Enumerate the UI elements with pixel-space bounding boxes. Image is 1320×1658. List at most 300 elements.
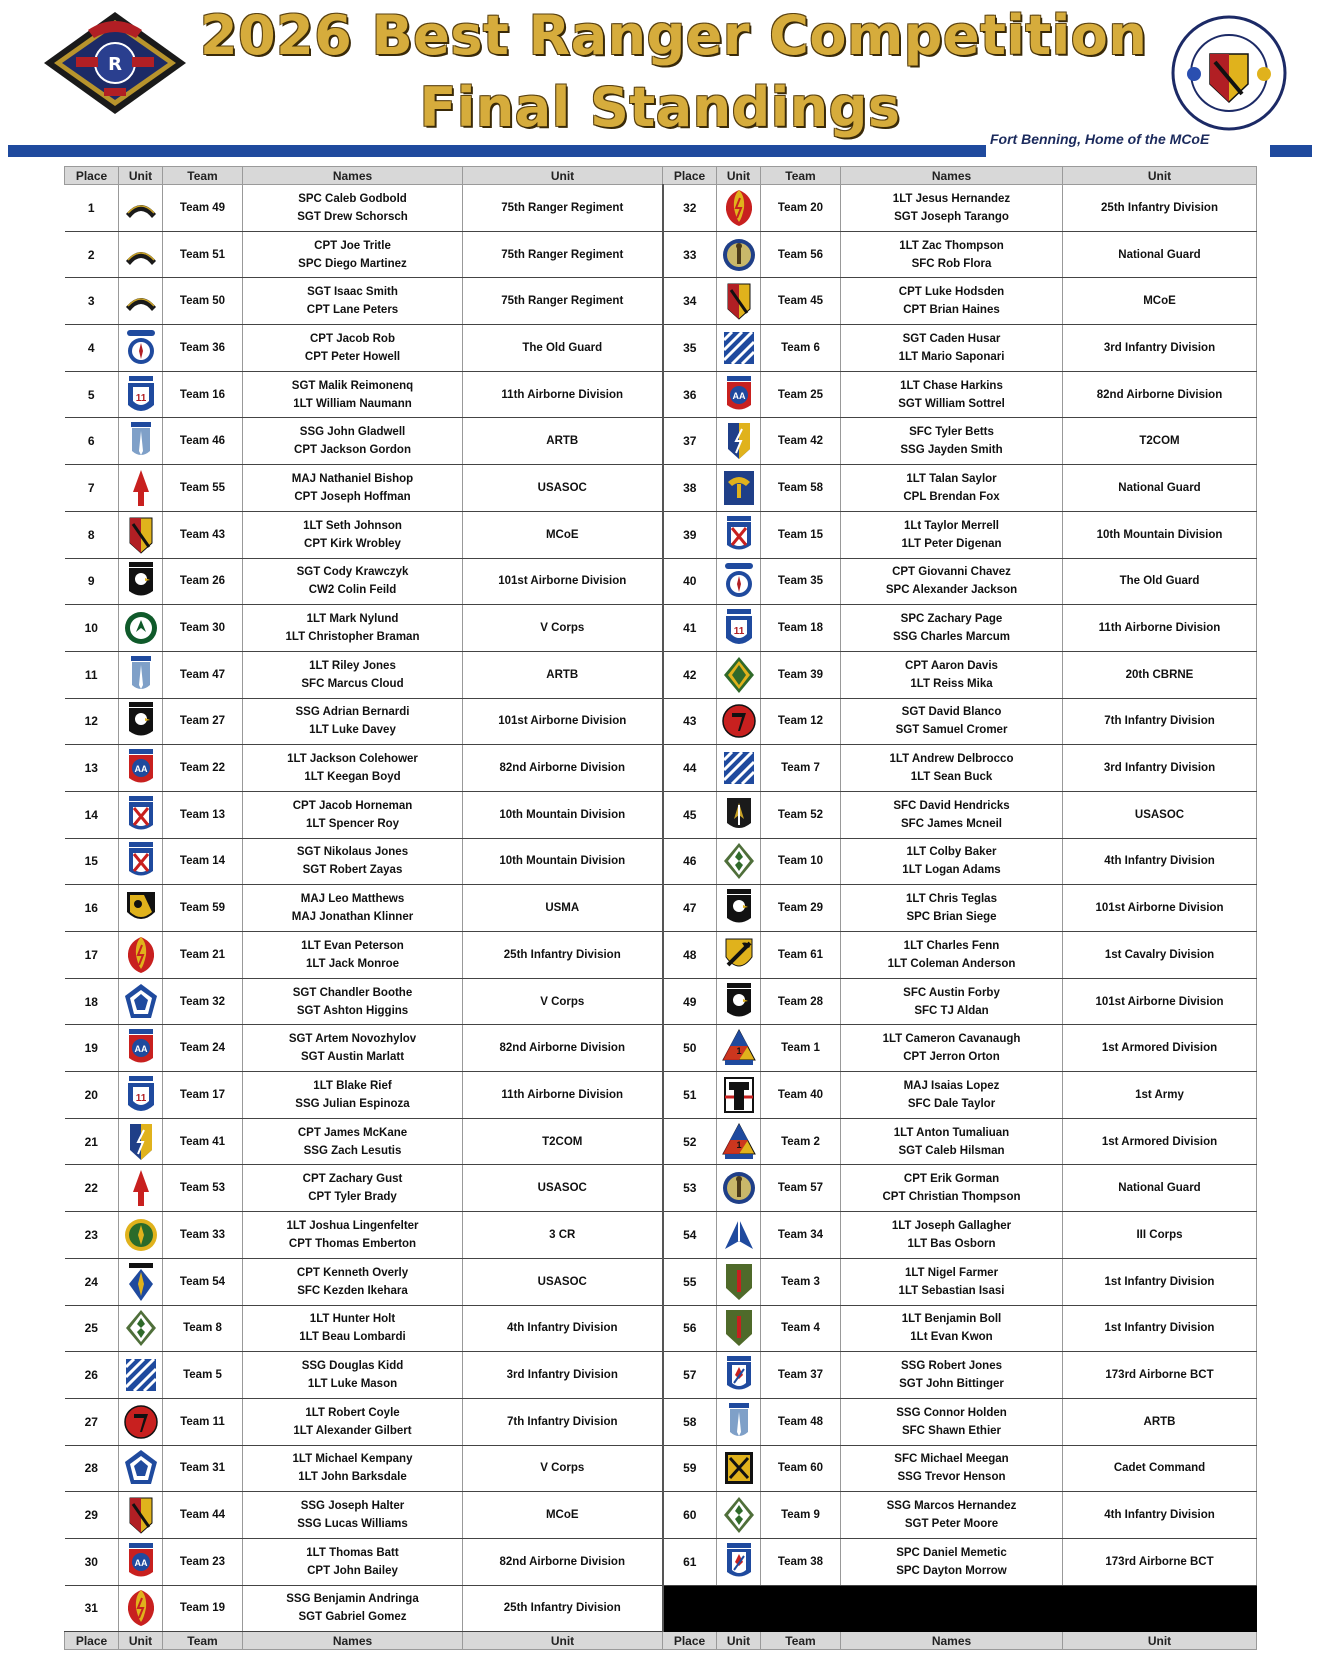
names-cell bbox=[243, 1212, 463, 1259]
place-cell: 37 bbox=[663, 418, 717, 465]
competitor-name: SFC Shawn Ethier bbox=[901, 1424, 1002, 1437]
competitor-name: 1LT Logan Adams bbox=[902, 864, 1001, 877]
team-cell: Team 28 bbox=[761, 978, 841, 1025]
place-cell: 54 bbox=[663, 1212, 717, 1259]
team-cell: Team 37 bbox=[761, 1352, 841, 1399]
table-row bbox=[65, 651, 1257, 698]
unit-patch-cell bbox=[119, 1352, 163, 1399]
mcoe-patch-icon bbox=[717, 281, 760, 321]
unit-patch-cell bbox=[119, 1165, 163, 1212]
unit-patch-cell bbox=[717, 1165, 761, 1212]
team-cell: Team 7 bbox=[761, 745, 841, 792]
competitor-name: SGT Malik Reimonenq bbox=[291, 379, 414, 392]
competitor-name: SFC Kezden Ikehara bbox=[297, 1284, 408, 1297]
place-cell: 43 bbox=[663, 698, 717, 745]
competitor-name: MAJ Isaias Lopez bbox=[903, 1079, 1000, 1092]
competitor-name: SGT Peter Moore bbox=[904, 1518, 999, 1531]
competitor-name: 1LT Mario Saponari bbox=[898, 350, 1005, 363]
unit-patch-cell bbox=[119, 1025, 163, 1072]
unit-name-cell: 3rd Infantry Division bbox=[1063, 325, 1257, 372]
unit-patch-cell bbox=[717, 231, 761, 278]
place-cell: 30 bbox=[65, 1538, 119, 1585]
team-cell: Team 12 bbox=[761, 698, 841, 745]
place-cell: 55 bbox=[663, 1258, 717, 1305]
names-cell bbox=[841, 1118, 1063, 1165]
competitor-name: SGT Drew Schorsch bbox=[297, 210, 408, 223]
names-cell bbox=[841, 558, 1063, 605]
team-cell: Team 56 bbox=[761, 231, 841, 278]
names-cell bbox=[243, 1492, 463, 1539]
unit-name-cell: 101st Airborne Division bbox=[463, 558, 663, 605]
competitor-name: 1LT Colby Baker bbox=[906, 846, 997, 859]
place-cell: 12 bbox=[65, 698, 119, 745]
team-cell: Team 54 bbox=[163, 1258, 243, 1305]
t2com-patch-icon bbox=[717, 421, 760, 461]
team-cell: Team 53 bbox=[163, 1165, 243, 1212]
names-cell bbox=[841, 511, 1063, 558]
standings-table bbox=[64, 166, 1257, 1650]
ranger-tab-icon bbox=[119, 188, 162, 228]
place-cell: 41 bbox=[663, 605, 717, 652]
place-cell: 58 bbox=[663, 1398, 717, 1445]
unit-name-cell: MCoE bbox=[463, 1492, 663, 1539]
place-cell: 26 bbox=[65, 1352, 119, 1399]
unit-name-cell: 101st Airborne Division bbox=[1063, 978, 1257, 1025]
place-cell: 35 bbox=[663, 325, 717, 372]
competitor-name: 1LT Spencer Roy bbox=[305, 817, 400, 830]
unit-name-cell: MCoE bbox=[463, 511, 663, 558]
team-cell: Team 16 bbox=[163, 371, 243, 418]
unit-name-cell: USMA bbox=[463, 885, 663, 932]
col-footer-names: Names bbox=[243, 1632, 463, 1650]
competitor-name: SSG Benjamin Andringa bbox=[286, 1593, 419, 1606]
title-line-1: 2026 Best Ranger Competition bbox=[200, 4, 1148, 67]
svg-text:1: 1 bbox=[735, 1046, 742, 1057]
col-footer-unit-icon: Unit bbox=[119, 1632, 163, 1650]
place-cell: 4 bbox=[65, 325, 119, 372]
competitor-name: CPT Lane Peters bbox=[306, 304, 399, 317]
names-cell bbox=[841, 231, 1063, 278]
unit-patch-cell bbox=[119, 1398, 163, 1445]
team-cell: Team 13 bbox=[163, 791, 243, 838]
names-cell bbox=[841, 1352, 1063, 1399]
unit-patch-cell bbox=[717, 1538, 761, 1585]
unit-name-cell: 1st Cavalry Division bbox=[1063, 932, 1257, 979]
unit-patch-cell bbox=[717, 885, 761, 932]
place-cell: 40 bbox=[663, 558, 717, 605]
svg-text:R: R bbox=[108, 54, 122, 75]
competitor-name: CPT Joseph Hoffman bbox=[294, 490, 411, 503]
team-cell: Team 4 bbox=[761, 1305, 841, 1352]
names-cell bbox=[841, 418, 1063, 465]
col-header-unit-icon: Unit bbox=[119, 167, 163, 185]
unit-name-cell: 7th Infantry Division bbox=[463, 1398, 663, 1445]
place-cell: 45 bbox=[663, 791, 717, 838]
competitor-name: 1LT Coleman Anderson bbox=[887, 957, 1016, 970]
unit-name-cell: National Guard bbox=[1063, 465, 1257, 512]
empty-filler-cell bbox=[663, 1585, 1257, 1632]
v-corps-round-patch-icon bbox=[119, 608, 162, 648]
table-row bbox=[65, 1585, 1257, 1632]
unit-patch-cell bbox=[717, 1398, 761, 1445]
team-cell: Team 35 bbox=[761, 558, 841, 605]
4th-infantry-patch-icon bbox=[119, 1308, 162, 1348]
names-cell bbox=[243, 465, 463, 512]
competitor-name: MAJ Jonathan Klinner bbox=[291, 911, 414, 924]
team-cell: Team 58 bbox=[761, 465, 841, 512]
place-cell: 29 bbox=[65, 1492, 119, 1539]
table-row bbox=[65, 838, 1257, 885]
competitor-name: 1LT Evan Peterson bbox=[301, 939, 404, 952]
unit-name-cell: 75th Ranger Regiment bbox=[463, 278, 663, 325]
competitor-name: SGT Cody Krawczyk bbox=[296, 566, 409, 579]
unit-name-cell: V Corps bbox=[463, 1445, 663, 1492]
col-footer-team: Team bbox=[163, 1632, 243, 1650]
maneuver-center-logo bbox=[1170, 14, 1288, 132]
place-cell: 51 bbox=[663, 1072, 717, 1119]
team-cell: Team 14 bbox=[163, 838, 243, 885]
table-header-row bbox=[65, 167, 1257, 185]
competitor-name: SSG Trevor Henson bbox=[897, 1471, 1006, 1484]
header-divider-bar bbox=[8, 145, 986, 157]
competitor-name: CPT James McKane bbox=[297, 1126, 408, 1139]
table-row bbox=[65, 1258, 1257, 1305]
82nd-airborne-patch-icon bbox=[119, 1028, 162, 1068]
competitor-name: 1LT Keegan Boyd bbox=[304, 771, 401, 784]
unit-patch-cell bbox=[717, 371, 761, 418]
names-cell bbox=[841, 1492, 1063, 1539]
competitor-name: 1LT Benjamin Boll bbox=[901, 1313, 1002, 1326]
table-row bbox=[65, 231, 1257, 278]
team-cell: Team 48 bbox=[761, 1398, 841, 1445]
competitor-name: 1LT Christopher Braman bbox=[285, 631, 420, 644]
competitor-name: 1LT Charles Fenn bbox=[903, 939, 1000, 952]
competitor-name: SPC Diego Martinez bbox=[298, 257, 407, 270]
competitor-name: 1LT Seth Johnson bbox=[303, 519, 402, 532]
place-cell: 57 bbox=[663, 1352, 717, 1399]
competitor-name: CPL Brendan Fox bbox=[903, 490, 1000, 503]
competitor-name: 1LT Alexander Gilbert bbox=[293, 1424, 412, 1437]
place-cell: 48 bbox=[663, 932, 717, 979]
col-header-unit: Unit bbox=[1063, 167, 1257, 185]
competitor-name: 1LT Michael Kempany bbox=[292, 1453, 413, 1466]
names-cell bbox=[841, 651, 1063, 698]
unit-patch-cell bbox=[119, 418, 163, 465]
unit-name-cell: T2COM bbox=[463, 1118, 663, 1165]
82nd-airborne-patch-icon bbox=[119, 748, 162, 788]
unit-patch-cell bbox=[717, 511, 761, 558]
team-cell: Team 5 bbox=[163, 1352, 243, 1399]
unit-name-cell: 11th Airborne Division bbox=[463, 1072, 663, 1119]
1st-armored-patch-icon bbox=[717, 1028, 760, 1068]
25th-infantry-patch-icon bbox=[717, 188, 760, 228]
team-cell: Team 45 bbox=[761, 278, 841, 325]
competitor-name: SSG John Gladwell bbox=[299, 426, 406, 439]
unit-patch-cell bbox=[119, 885, 163, 932]
unit-name-cell: USASOC bbox=[463, 1258, 663, 1305]
table-footer-row bbox=[65, 1632, 1257, 1650]
names-cell bbox=[841, 371, 1063, 418]
place-cell: 42 bbox=[663, 651, 717, 698]
unit-name-cell: III Corps bbox=[1063, 1212, 1257, 1259]
unit-name-cell: 173rd Airborne BCT bbox=[1063, 1352, 1257, 1399]
competitor-name: CW2 Colin Feild bbox=[308, 584, 397, 597]
table-row bbox=[65, 465, 1257, 512]
competitor-name: CPT Kirk Wrobley bbox=[304, 537, 401, 550]
competitor-name: MAJ Leo Matthews bbox=[300, 893, 405, 906]
names-cell bbox=[243, 278, 463, 325]
competitor-name: 1LT Cameron Cavanaugh bbox=[882, 1033, 1021, 1046]
col-header-place: Place bbox=[65, 167, 119, 185]
unit-patch-cell bbox=[119, 1445, 163, 1492]
title-line-2: Final Standings bbox=[419, 76, 901, 139]
team-cell: Team 29 bbox=[761, 885, 841, 932]
competitor-name: SSG Douglas Kidd bbox=[301, 1360, 404, 1373]
names-cell bbox=[243, 651, 463, 698]
col-footer-unit: Unit bbox=[463, 1632, 663, 1650]
unit-name-cell: USASOC bbox=[1063, 791, 1257, 838]
competitor-name: 1LT Talan Saylor bbox=[906, 472, 997, 485]
svg-text:11: 11 bbox=[135, 1092, 146, 1104]
unit-patch-cell bbox=[717, 651, 761, 698]
competitor-name: SGT Artem Novozhylov bbox=[288, 1033, 417, 1046]
unit-patch-cell bbox=[717, 932, 761, 979]
competitor-name: 1LT John Barksdale bbox=[298, 1471, 407, 1484]
unit-patch-cell bbox=[119, 231, 163, 278]
place-cell: 21 bbox=[65, 1118, 119, 1165]
7th-infantry-patch-icon bbox=[119, 1402, 162, 1442]
team-cell: Team 1 bbox=[761, 1025, 841, 1072]
team-cell: Team 26 bbox=[163, 558, 243, 605]
names-cell bbox=[841, 1072, 1063, 1119]
unit-patch-cell bbox=[717, 1258, 761, 1305]
names-cell bbox=[841, 1258, 1063, 1305]
competitor-name: 1LT Luke Mason bbox=[307, 1378, 398, 1391]
competitor-name: SSG Adrian Bernardi bbox=[295, 706, 410, 719]
col-footer-unit-icon: Unit bbox=[717, 1632, 761, 1650]
competitor-name: SSG Marcos Hernandez bbox=[886, 1500, 1017, 1513]
unit-name-cell: 1st Armored Division bbox=[1063, 1118, 1257, 1165]
173rd-airborne-patch-icon bbox=[717, 1355, 760, 1395]
unit-name-cell: National Guard bbox=[1063, 1165, 1257, 1212]
unit-patch-cell bbox=[119, 1585, 163, 1632]
col-header-team: Team bbox=[761, 167, 841, 185]
names-cell bbox=[243, 1585, 463, 1632]
usasoc-arrowhead-icon bbox=[119, 1168, 162, 1208]
competitor-name: MAJ Nathaniel Bishop bbox=[291, 472, 414, 485]
names-cell bbox=[841, 1025, 1063, 1072]
unit-name-cell: V Corps bbox=[463, 978, 663, 1025]
place-cell: 59 bbox=[663, 1445, 717, 1492]
names-cell bbox=[243, 185, 463, 232]
place-cell: 5 bbox=[65, 371, 119, 418]
team-cell: Team 19 bbox=[163, 1585, 243, 1632]
table-row bbox=[65, 1118, 1257, 1165]
unit-patch-cell bbox=[119, 1492, 163, 1539]
competitor-name: 1Lt Evan Kwon bbox=[910, 1331, 993, 1344]
competitor-name: 1LT Joseph Gallagher bbox=[891, 1219, 1012, 1232]
names-cell bbox=[243, 1305, 463, 1352]
competitor-name: 1LT William Naumann bbox=[293, 397, 412, 410]
place-cell: 10 bbox=[65, 605, 119, 652]
unit-patch-cell bbox=[717, 418, 761, 465]
25th-infantry-patch-icon bbox=[119, 935, 162, 975]
team-cell: Team 51 bbox=[163, 231, 243, 278]
unit-patch-cell bbox=[119, 1538, 163, 1585]
svg-text:1: 1 bbox=[735, 1139, 742, 1150]
20th-cbrne-patch-icon bbox=[717, 655, 760, 695]
team-cell: Team 33 bbox=[163, 1212, 243, 1259]
competitor-name: SGT Chandler Boothe bbox=[292, 986, 413, 999]
place-cell: 24 bbox=[65, 1258, 119, 1305]
competitor-name: SSG Charles Marcum bbox=[893, 631, 1010, 644]
competitor-name: SGT Nikolaus Jones bbox=[296, 846, 409, 859]
place-cell: 27 bbox=[65, 1398, 119, 1445]
competitor-name: CPT Thomas Emberton bbox=[288, 1237, 417, 1250]
competitor-name: 1LT Luke Davey bbox=[309, 724, 396, 737]
competitor-name: CPT John Bailey bbox=[307, 1564, 398, 1577]
unit-patch-cell bbox=[119, 978, 163, 1025]
competitor-name: 1Lt Taylor Merrell bbox=[903, 519, 999, 532]
competitor-name: SGT John Bittinger bbox=[899, 1378, 1004, 1391]
team-cell: Team 25 bbox=[761, 371, 841, 418]
competitor-name: 1LT Jesus Hernandez bbox=[892, 192, 1011, 205]
unit-patch-cell bbox=[717, 1352, 761, 1399]
unit-name-cell: 4th Infantry Division bbox=[1063, 838, 1257, 885]
col-header-names: Names bbox=[841, 167, 1063, 185]
team-cell: Team 24 bbox=[163, 1025, 243, 1072]
unit-patch-cell bbox=[717, 698, 761, 745]
competitor-name: SFC TJ Aldan bbox=[914, 1004, 989, 1017]
table-row bbox=[65, 885, 1257, 932]
competitor-name: CPT Zachary Gust bbox=[302, 1173, 403, 1186]
10th-mountain-patch-icon bbox=[119, 795, 162, 835]
25th-infantry-patch-icon bbox=[119, 1588, 162, 1628]
7th-infantry-patch-icon bbox=[717, 701, 760, 741]
unit-name-cell: 10th Mountain Division bbox=[463, 791, 663, 838]
team-cell: Team 40 bbox=[761, 1072, 841, 1119]
team-cell: Team 27 bbox=[163, 698, 243, 745]
team-cell: Team 39 bbox=[761, 651, 841, 698]
names-cell bbox=[243, 1398, 463, 1445]
table-row bbox=[65, 1072, 1257, 1119]
place-cell: 9 bbox=[65, 558, 119, 605]
place-cell: 49 bbox=[663, 978, 717, 1025]
mcoe-patch-icon bbox=[119, 1495, 162, 1535]
competitor-name: SGT Caleb Hilsman bbox=[898, 1144, 1005, 1157]
place-cell: 18 bbox=[65, 978, 119, 1025]
old-guard-patch-icon bbox=[119, 328, 162, 368]
place-cell: 23 bbox=[65, 1212, 119, 1259]
unit-patch-cell bbox=[717, 325, 761, 372]
place-cell: 31 bbox=[65, 1585, 119, 1632]
page-header bbox=[0, 0, 1320, 160]
names-cell bbox=[243, 1118, 463, 1165]
82nd-airborne-patch-icon bbox=[119, 1542, 162, 1582]
team-cell: Team 30 bbox=[163, 605, 243, 652]
competitor-name: SGT Austin Marlatt bbox=[300, 1051, 405, 1064]
table-row bbox=[65, 1352, 1257, 1399]
mcoe-patch-icon bbox=[119, 515, 162, 555]
competitor-name: SSG Robert Jones bbox=[901, 1360, 1002, 1373]
competitor-name: 1LT Anton Tumaliuan bbox=[893, 1126, 1010, 1139]
names-cell bbox=[841, 978, 1063, 1025]
ranger-tab-icon bbox=[119, 235, 162, 275]
team-cell: Team 36 bbox=[163, 325, 243, 372]
team-cell: Team 22 bbox=[163, 745, 243, 792]
table-row bbox=[65, 325, 1257, 372]
names-cell bbox=[841, 1398, 1063, 1445]
competitor-name: SFC Marcus Cloud bbox=[301, 677, 404, 690]
unit-name-cell: National Guard bbox=[1063, 231, 1257, 278]
names-cell bbox=[841, 1538, 1063, 1585]
competitor-name: CPT Christian Thompson bbox=[882, 1191, 1021, 1204]
competitor-name: SPC Daniel Memetic bbox=[896, 1546, 1007, 1559]
place-cell: 2 bbox=[65, 231, 119, 278]
competitor-name: 1LT Nigel Farmer bbox=[904, 1266, 999, 1279]
place-cell: 33 bbox=[663, 231, 717, 278]
unit-name-cell: 25th Infantry Division bbox=[463, 1585, 663, 1632]
names-cell bbox=[243, 418, 463, 465]
unit-name-cell: 82nd Airborne Division bbox=[463, 745, 663, 792]
unit-patch-cell bbox=[717, 1072, 761, 1119]
col-header-team: Team bbox=[163, 167, 243, 185]
team-cell: Team 32 bbox=[163, 978, 243, 1025]
names-cell bbox=[243, 1258, 463, 1305]
competitor-name: SFC Austin Forby bbox=[903, 986, 1000, 999]
competitor-name: SSG Jayden Smith bbox=[900, 444, 1003, 457]
place-cell: 47 bbox=[663, 885, 717, 932]
table-row bbox=[65, 932, 1257, 979]
national-guard-patch-icon bbox=[717, 235, 760, 275]
place-cell: 52 bbox=[663, 1118, 717, 1165]
unit-name-cell: 75th Ranger Regiment bbox=[463, 185, 663, 232]
names-cell bbox=[243, 511, 463, 558]
competitor-name: CPT Peter Howell bbox=[304, 350, 401, 363]
table-row bbox=[65, 1025, 1257, 1072]
101st-eagle-patch-icon bbox=[717, 888, 760, 928]
col-footer-names: Names bbox=[841, 1632, 1063, 1650]
names-cell bbox=[243, 371, 463, 418]
team-cell: Team 20 bbox=[761, 185, 841, 232]
unit-name-cell: 11th Airborne Division bbox=[463, 371, 663, 418]
82nd-airborne-patch-icon bbox=[717, 375, 760, 415]
team-cell: Team 3 bbox=[761, 1258, 841, 1305]
usasoc-patch-icon bbox=[717, 795, 760, 835]
1st-infantry-patch-icon bbox=[717, 1308, 760, 1348]
place-cell: 6 bbox=[65, 418, 119, 465]
unit-patch-cell bbox=[119, 605, 163, 652]
names-cell bbox=[841, 465, 1063, 512]
unit-name-cell: 25th Infantry Division bbox=[463, 932, 663, 979]
competitor-name: SGT Joseph Tarango bbox=[894, 210, 1009, 223]
col-header-unit-icon: Unit bbox=[717, 167, 761, 185]
table-row bbox=[65, 1492, 1257, 1539]
svg-text:AA: AA bbox=[134, 764, 147, 775]
place-cell: 13 bbox=[65, 745, 119, 792]
col-header-unit: Unit bbox=[463, 167, 663, 185]
competitor-name: SFC Tyler Betts bbox=[909, 426, 994, 439]
competitor-name: 1LT Mark Nylund bbox=[306, 613, 399, 626]
unit-name-cell: 3rd Infantry Division bbox=[1063, 745, 1257, 792]
competitor-name: CPT Brian Haines bbox=[903, 304, 1000, 317]
unit-name-cell: V Corps bbox=[463, 605, 663, 652]
team-cell: Team 38 bbox=[761, 1538, 841, 1585]
names-cell bbox=[841, 838, 1063, 885]
unit-patch-cell bbox=[119, 1072, 163, 1119]
place-cell: 60 bbox=[663, 1492, 717, 1539]
table-row bbox=[65, 1398, 1257, 1445]
